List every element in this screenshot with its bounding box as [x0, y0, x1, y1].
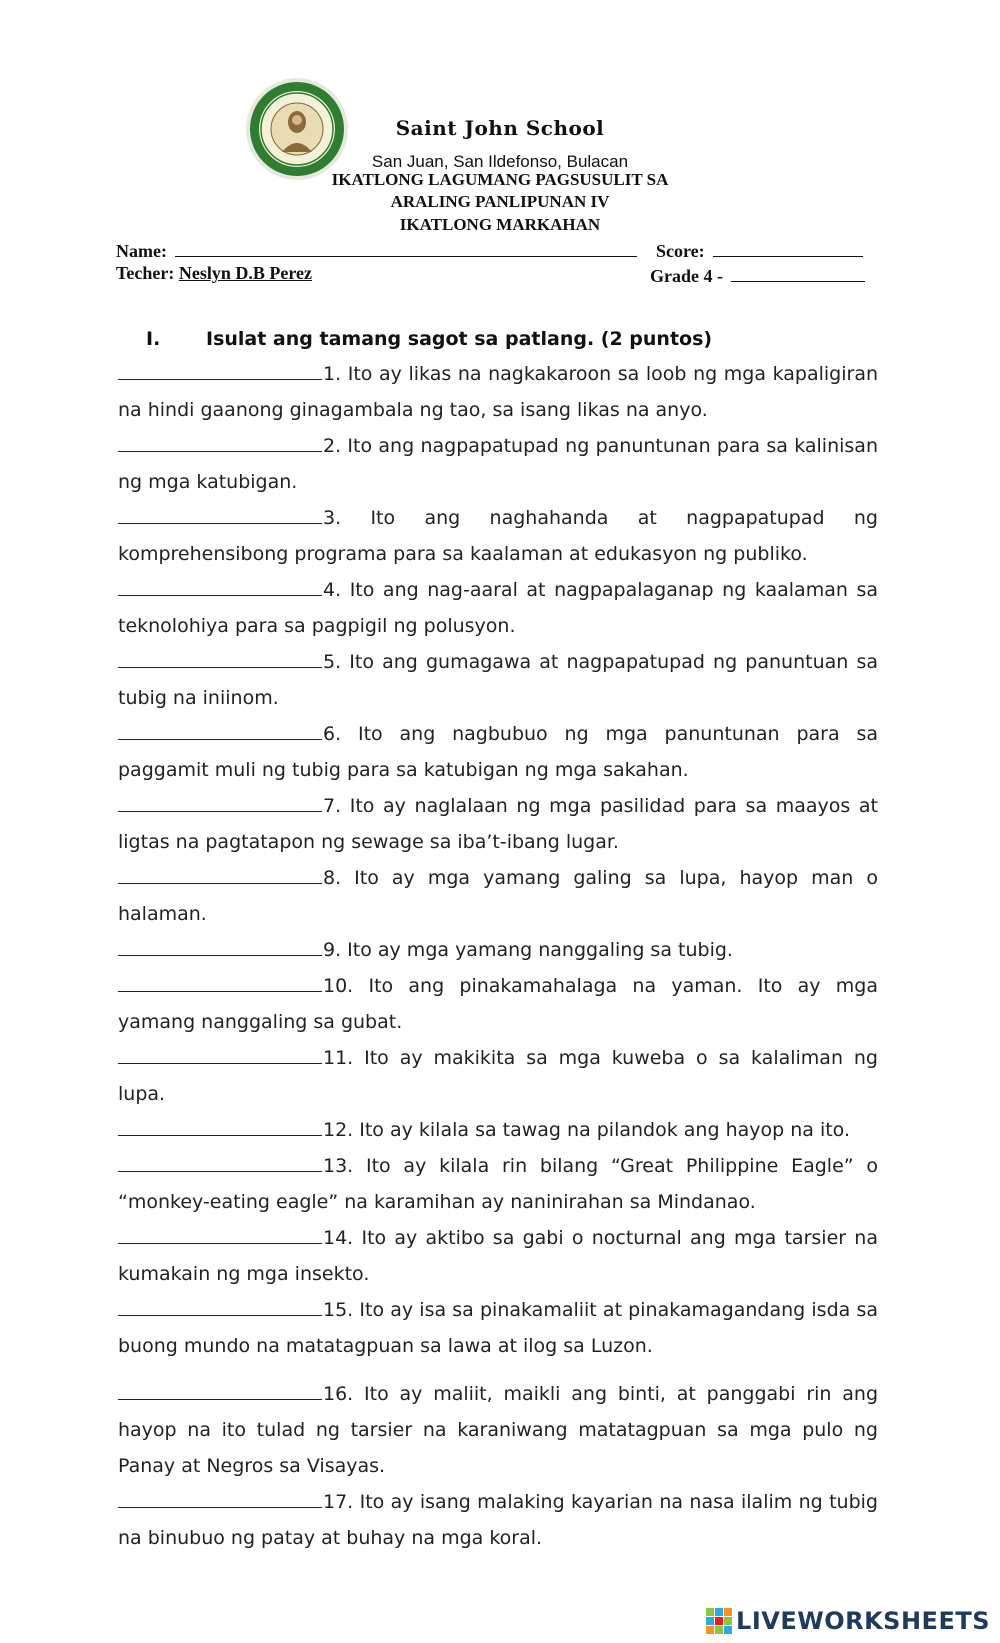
- liveworksheets-brand: [706, 1607, 990, 1635]
- question-text: 11. Ito ay makikita sa mga kuweba o sa kalaliman ng lupa.: [118, 1047, 878, 1105]
- answer-blank[interactable]: [118, 647, 322, 668]
- grade-row: [650, 263, 865, 287]
- answer-blank[interactable]: [118, 1487, 322, 1508]
- question-text: 14. Ito ay aktibo sa gabi o nocturnal ang mga tarsier na kumakain ng mga insekto.: [118, 1227, 878, 1285]
- grade-label: Grade 4 -: [650, 266, 723, 286]
- question-item: [118, 1112, 878, 1148]
- answer-blank[interactable]: [118, 1043, 322, 1064]
- answer-blank[interactable]: [118, 935, 322, 956]
- answer-blank[interactable]: [118, 1295, 322, 1316]
- answer-blank[interactable]: [118, 1223, 322, 1244]
- question-item: [118, 500, 878, 572]
- question-item: [118, 788, 878, 860]
- section-heading: [146, 328, 712, 350]
- question-list: [118, 356, 878, 1556]
- question-text: 17. Ito ay isang malaking kayarian na nasa ilalim ng tubig na binubuo ng patay at buhay na mga koral.: [118, 1491, 878, 1549]
- question-text: 7. Ito ay naglalaan ng mga pasilidad para sa maayos at ligtas na pagtatapon ng sewage sa iba’t-ibang lugar.: [118, 795, 878, 853]
- answer-blank[interactable]: [118, 575, 322, 596]
- exam-title-line: IKATLONG LAGUMANG PAGSUSULIT SA: [331, 170, 669, 189]
- name-label: Name:: [116, 241, 167, 261]
- teacher-label: Techer:: [116, 263, 175, 283]
- question-text: 3. Ito ang naghahanda at nagpapatupad ng komprehensibong programa para sa kaalaman at edukasyon ng publiko.: [118, 507, 878, 565]
- answer-blank[interactable]: [118, 503, 322, 524]
- question-item: [118, 428, 878, 500]
- teacher-name: Neslyn D.B Perez: [178, 263, 312, 283]
- question-item: [118, 1040, 878, 1112]
- question-item: [118, 860, 878, 932]
- answer-blank[interactable]: [118, 791, 322, 812]
- question-text: 6. Ito ang nagbubuo ng mga panuntunan para sa paggamit muli ng tubig para sa katubigan ng mga sakahan.: [118, 723, 878, 781]
- score-field[interactable]: [713, 238, 863, 257]
- question-item: [118, 716, 878, 788]
- question-item: [118, 968, 878, 1040]
- section-instruction: Isulat ang tamang sagot sa patlang. (2 puntos): [206, 328, 713, 350]
- answer-blank[interactable]: [118, 1379, 322, 1400]
- question-text: 15. Ito ay isa sa pinakamaliit at pinakamagandang isda sa buong mundo na matatagpuan sa lawa at ilog sa Luzon.: [118, 1299, 878, 1357]
- question-text: 8. Ito ay mga yamang galing sa lupa, hayop man o halaman.: [118, 867, 878, 925]
- question-item: [118, 644, 878, 716]
- question-text: 1. Ito ay likas na nagkakaroon sa loob ng mga kapaligiran na hindi gaanong ginagambala ng tao, sa isang likas na anyo.: [118, 363, 878, 421]
- answer-blank[interactable]: [118, 431, 322, 452]
- question-text: 9. Ito ay mga yamang nanggaling sa tubig.: [323, 939, 733, 961]
- exam-title-line: IKATLONG MARKAHAN: [399, 215, 601, 234]
- question-text: 13. Ito ay kilala rin bilang “Great Philippine Eagle” o “monkey-eating eagle” na karamihan ay naninirahan sa Mindanao.: [118, 1155, 878, 1213]
- question-text: 10. Ito ang pinakamahalaga na yaman. Ito ay mga yamang nanggaling sa gubat.: [118, 975, 878, 1033]
- score-row: [656, 238, 863, 262]
- answer-blank[interactable]: [118, 971, 322, 992]
- question-text: 16. Ito ay maliit, maikli ang binti, at panggabi rin ang hayop na ito tulad ng tarsier na karaniwang matatagpuan sa mga pulo ng Panay at Negros sa Visayas.: [118, 1383, 878, 1477]
- teacher-row: [116, 263, 312, 284]
- grade-section-field[interactable]: [731, 263, 865, 282]
- answer-blank[interactable]: [118, 359, 322, 380]
- answer-blank[interactable]: [118, 863, 322, 884]
- answer-blank[interactable]: [118, 1151, 322, 1172]
- exam-title-line: ARALING PANLIPUNAN IV: [390, 192, 610, 211]
- question-item: [118, 356, 878, 428]
- question-text: 4. Ito ang nag-aaral at nagpapalaganap ng kaalaman sa teknolohiya para sa pagpigil ng polusyon.: [118, 579, 878, 637]
- question-item: [118, 1484, 878, 1556]
- answer-blank[interactable]: [118, 719, 322, 740]
- question-item: [118, 1292, 878, 1364]
- liveworksheets-logo-icon: [706, 1608, 732, 1634]
- question-text: 2. Ito ang nagpapatupad ng panuntunan para sa kalinisan ng mga katubigan.: [118, 435, 878, 493]
- question-item: [118, 932, 878, 968]
- section-number: I.: [146, 328, 161, 350]
- name-field[interactable]: [175, 238, 637, 257]
- school-address: San Juan, San Ildefonso, Bulacan: [371, 152, 629, 171]
- question-item: [118, 572, 878, 644]
- question-text: 5. Ito ang gumagawa at nagpapatupad ng panuntuan sa tubig na iniinom.: [118, 651, 878, 709]
- answer-blank[interactable]: [118, 1115, 322, 1136]
- school-name: Saint John School: [395, 116, 605, 140]
- question-text: 12. Ito ay kilala sa tawag na pilandok ang hayop na ito.: [323, 1119, 850, 1141]
- brand-text: LIVEWORKSHEETS: [736, 1607, 990, 1635]
- score-label: Score:: [656, 241, 705, 261]
- question-item: [118, 1376, 878, 1484]
- question-item: [118, 1220, 878, 1292]
- question-item: [118, 1148, 878, 1220]
- name-row: [116, 238, 637, 262]
